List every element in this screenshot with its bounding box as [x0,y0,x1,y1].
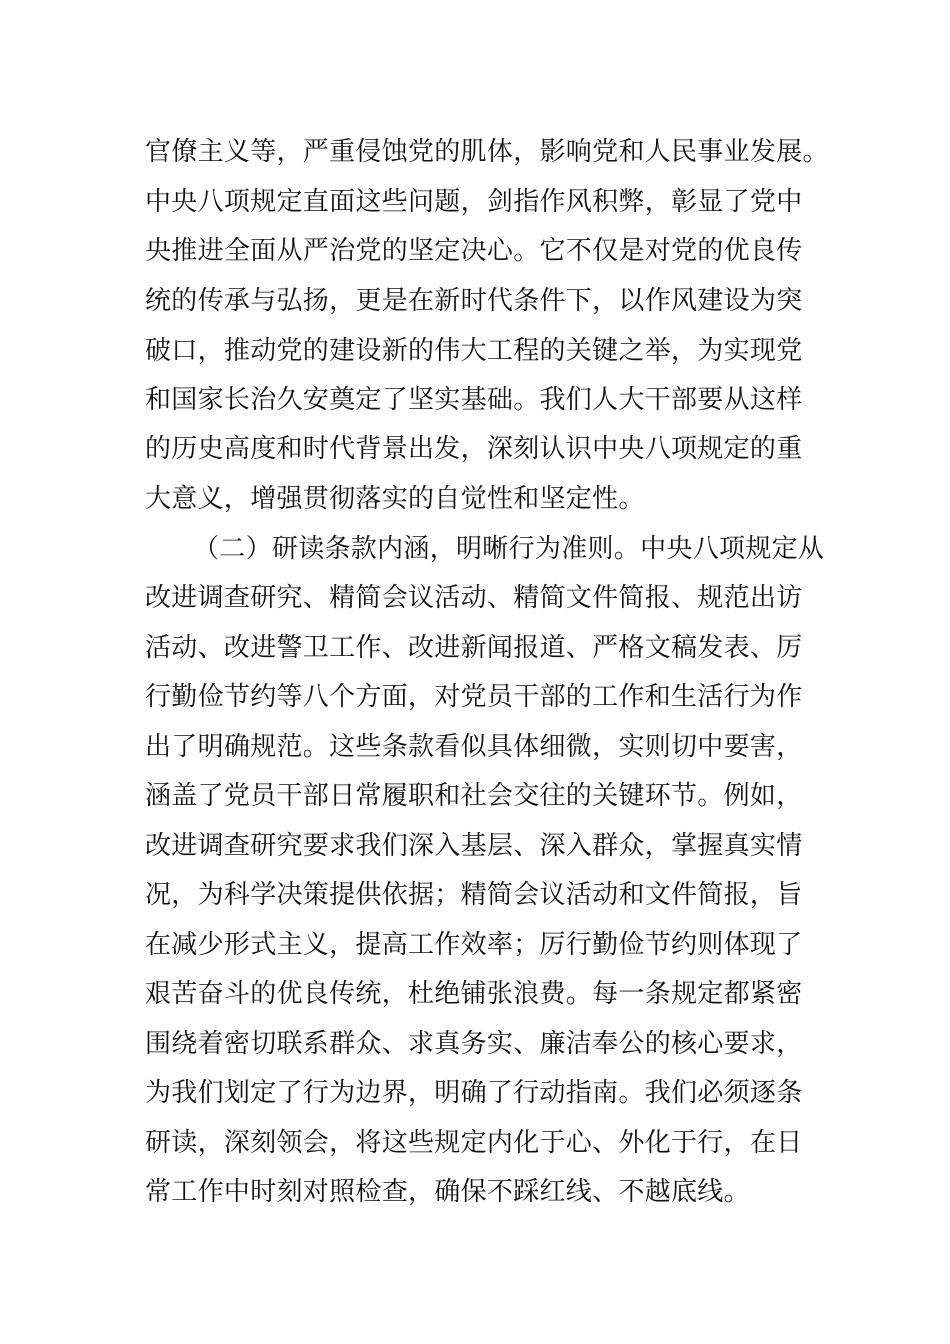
text-line: 央推进全面从严治党的坚定决心。它不仅是对党的优良传 [145,236,803,266]
text-line: 为我们划定了行为边界，明确了行动指南。我们必须逐条 [145,1078,803,1108]
text-line: 涵盖了党员干部日常履职和社会交往的关键环节。例如， [145,781,803,811]
text-line: 中央八项规定直面这些问题，剑指作风积弊，彰显了党中 [145,187,803,217]
text-line: 官僚主义等，严重侵蚀党的肌体，影响党和人民事业发展。 [145,137,829,167]
text-line: 改进调查研究要求我们深入基层、深入群众，掌握真实情 [145,831,803,861]
text-line: 行勤俭节约等八个方面，对党员干部的工作和生活行为作 [145,682,803,712]
text-line: 统的传承与弘扬，更是在新时代条件下，以作风建设为突 [145,286,803,316]
text-line: 的历史高度和时代背景出发，深刻认识中央八项规定的重 [145,434,803,464]
text-line: 出了明确规范。这些条款看似具体细微，实则切中要害， [145,732,803,762]
section-heading-line: （二）研读条款内涵，明晰行为准则。中央八项规定从 [193,534,825,564]
text-line: 况，为科学决策提供依据；精简会议活动和文件简报，旨 [145,880,803,910]
text-line: 改进调查研究、精简会议活动、精简文件简报、规范出访 [145,583,803,613]
text-line: 围绕着密切联系群众、求真务实、廉洁奉公的核心要求， [145,1029,803,1059]
text-line: 活动、改进警卫工作、改进新闻报道、严格文稿发表、厉 [145,633,803,663]
text-line: 常工作中时刻对照检查，确保不踩红线、不越底线。 [145,1177,750,1207]
text-line: 艰苦奋斗的优良传统，杜绝铺张浪费。每一条规定都紧密 [145,979,803,1009]
text-line: 破口，推动党的建设新的伟大工程的关键之举，为实现党 [145,336,803,366]
text-line: 研读，深刻领会，将这些规定内化于心、外化于行，在日 [145,1128,803,1158]
text-line: 在减少形式主义，提高工作效率；厉行勤俭节约则体现了 [145,930,803,960]
text-line: 大意义，增强贯彻落实的自觉性和坚定性。 [145,484,645,514]
text-line: 和国家长治久安奠定了坚实基础。我们人大干部要从这样 [145,385,803,415]
